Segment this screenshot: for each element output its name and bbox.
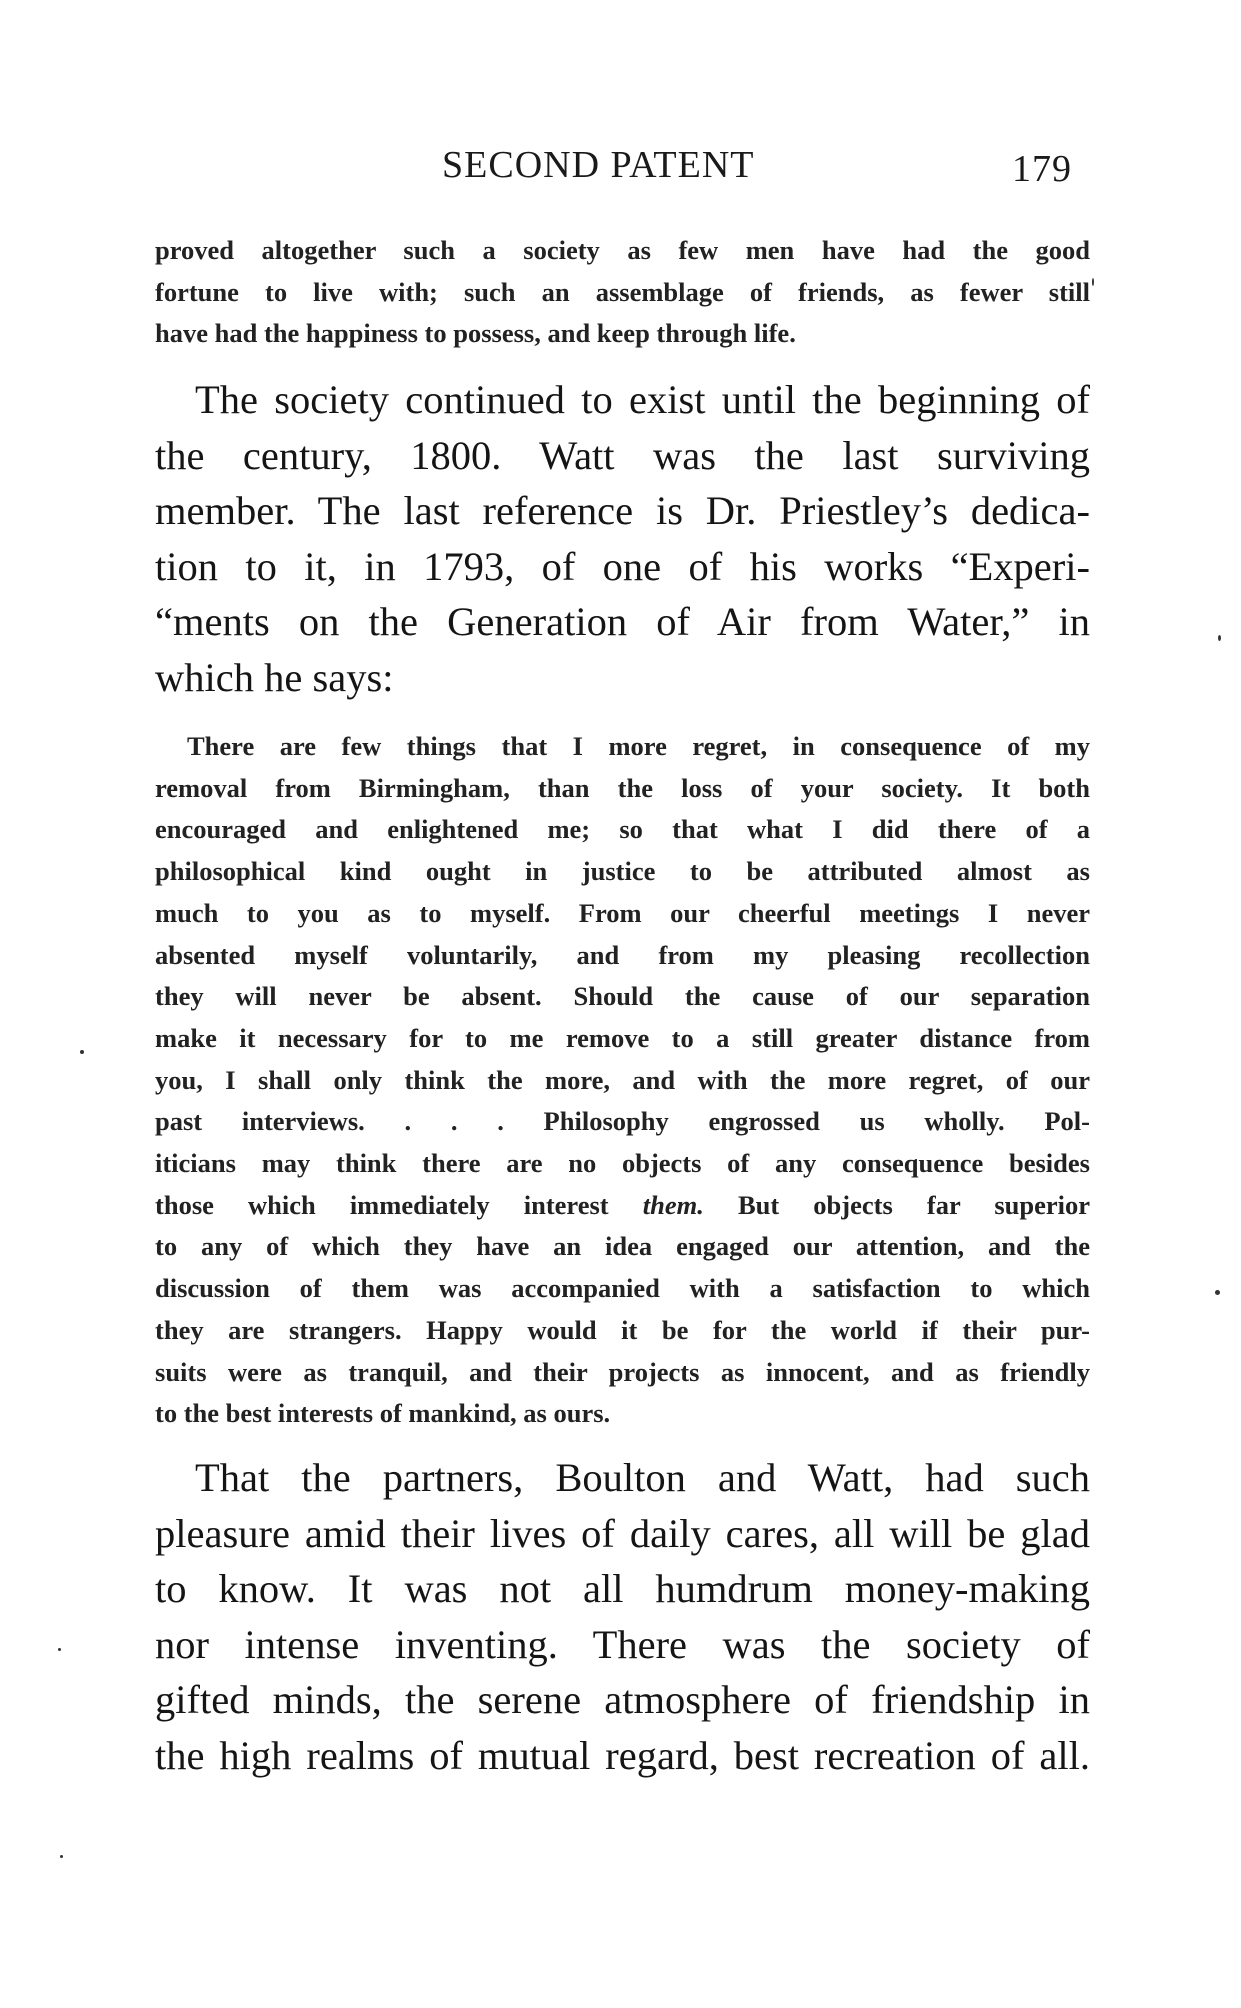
scan-speck: [80, 1050, 84, 1054]
text-line: have had the happiness to possess, and keep through life.: [155, 318, 796, 349]
text-line: to know. It was not all humdrum money-making: [155, 1566, 1090, 1612]
page-number: 179: [1012, 148, 1072, 190]
text-line: That the partners, Boulton and Watt, had such: [195, 1455, 1090, 1500]
text-line: to the best interests of mankind, as ours.: [155, 1398, 611, 1429]
scan-speck: [1215, 1290, 1220, 1295]
text-line: suits were as tranquil, and their projects as innocent, and as friendly: [155, 1356, 1090, 1387]
text-line: encouraged and enlightened me; so that what I did there of a: [155, 814, 1090, 845]
block-quote-priestley: [155, 726, 1090, 1435]
running-title: SECOND PATENT: [442, 144, 755, 186]
text-line: the high realms of mutual regard, best recreation of all.: [155, 1732, 1090, 1778]
text-line: iticians may think there are no objects of any consequence besides: [155, 1148, 1090, 1179]
text-line: removal from Birmingham, than the loss of your society. It both: [155, 772, 1090, 803]
scan-speck: [58, 1648, 61, 1651]
text-line: philosophical kind ought in justice to be attributed almost as: [155, 856, 1090, 887]
text-line: which he says:: [155, 654, 394, 700]
text-line-with-emphasis: [155, 1185, 1090, 1227]
body-paragraph-2: [155, 1450, 1090, 1784]
text-line: you, I shall only think the more, and with the more regret, of our: [155, 1064, 1090, 1095]
text-line: member. The last reference is Dr. Priestley’s dedica-: [155, 488, 1090, 534]
text-line: nor intense inventing. There was the society of: [155, 1621, 1090, 1667]
text-line: There are few things that I more regret, in consequence of my: [187, 731, 1090, 761]
running-head: [0, 140, 1241, 190]
scan-speck: [1218, 635, 1221, 641]
text-line: gifted minds, the serene atmosphere of friendship in: [155, 1677, 1090, 1723]
text-line: past interviews. . . . Philosophy engrossed us wholly. Pol-: [155, 1106, 1090, 1137]
text-line: they will never be absent. Should the cause of our separation: [155, 981, 1090, 1012]
text-line: proved altogether such a society as few men have had the good: [155, 235, 1090, 265]
text-line: “ments on the Generation of Air from Water,” in: [155, 599, 1090, 645]
text-line: make it necessary for to me remove to a still greater distance from: [155, 1022, 1090, 1053]
scan-speck: [60, 1855, 63, 1858]
body-paragraph-1: [155, 372, 1090, 706]
text-line: absented myself voluntarily, and from my pleasing recollection: [155, 939, 1090, 970]
emphasis-word: them.: [642, 1189, 704, 1220]
text-line: tion to it, in 1793, of one of his works “Experi-: [155, 543, 1090, 589]
scan-speck: [1092, 278, 1094, 286]
text-line: fortune to live with; such an assemblage of friends, as fewer still: [155, 276, 1090, 307]
block-quote-continued: [155, 230, 1090, 355]
text-line: the century, 1800. Watt was the last surviving: [155, 432, 1090, 478]
text-line: they are strangers. Happy would it be for the world if their pur-: [155, 1314, 1090, 1345]
text-line: to any of which they have an idea engaged our attention, and the: [155, 1231, 1090, 1262]
text-line: discussion of them was accompanied with a satisfaction to which: [155, 1273, 1090, 1304]
text-segment: those which immediately interest: [155, 1189, 609, 1220]
text-line: The society continued to exist until the beginning of: [195, 377, 1090, 422]
text-line: much to you as to myself. From our cheerful meetings I never: [155, 897, 1090, 928]
text-segment: But objects far superior: [737, 1189, 1091, 1220]
text-line: pleasure amid their lives of daily cares, all will be glad: [155, 1510, 1090, 1556]
